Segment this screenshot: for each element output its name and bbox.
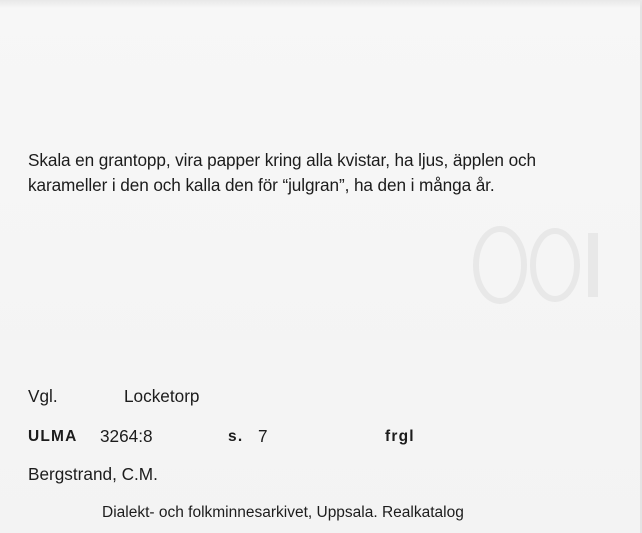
archive-footer: Dialekt- och folkminnesarkivet, Uppsala. Realkatalog <box>102 504 464 521</box>
ulma-label: ULMA <box>28 428 78 445</box>
region-code: frgl <box>385 428 415 445</box>
page-number: 7 <box>258 426 268 446</box>
page-label: s. <box>228 428 244 445</box>
ulma-number: 3264:8 <box>100 426 153 446</box>
card-description: Skala en grantopp, vira papper kring alla kvistar, ha ljus, äpplen och karameller i den och kalla den för “julgran”, ha den i många år. <box>28 150 536 195</box>
place-name: Locketorp <box>124 386 200 406</box>
bleed-through-mark <box>470 215 620 315</box>
card-top-edge <box>0 0 642 8</box>
collector-name: Bergstrand, C.M. <box>28 464 158 484</box>
province-abbreviation: Vgl. <box>28 386 58 406</box>
